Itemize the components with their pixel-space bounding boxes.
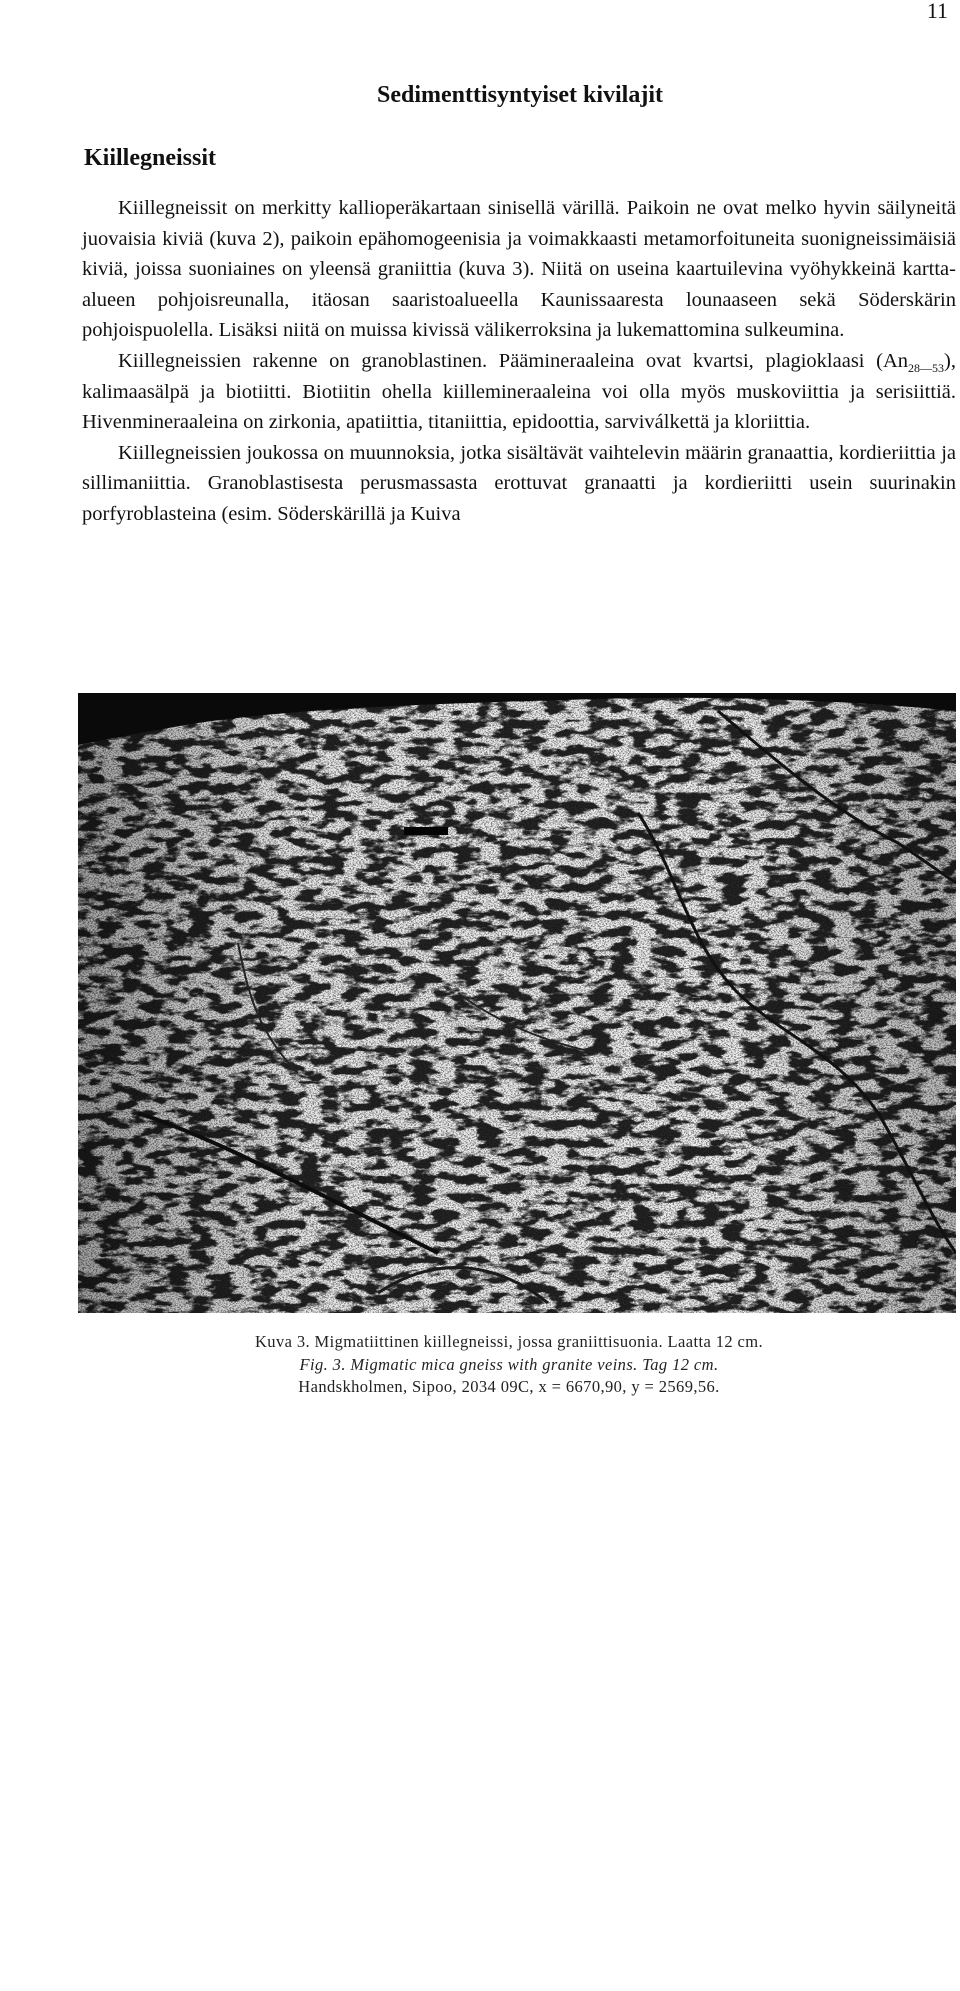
paragraph-2-part-2: ), kalimaasälpä ja biotiitti. Biotiitin ohella kiillemineraaleina voi olla myös muskoviittia ja serisiittiä. Hivenmineraaleina on zirkonia, apatiittia, titaniittia, epidoottia, sarviválkettä ja kloriittia. (82, 349, 956, 434)
caption-english: Fig. 3. Migmatic mica gneiss with granite veins. Tag 12 cm. (299, 1354, 719, 1374)
outcrop-photo (78, 693, 956, 1313)
outcrop-photo-image (78, 693, 956, 1313)
section-heading: Kiillegneissit (84, 145, 216, 171)
page-number: 11 (926, 0, 948, 23)
anorthite-subscript: 28—53 (908, 361, 945, 376)
paragraph-1: Kiillegneissit on merkitty kallioperäkartaan sinisellä värillä. Paikoin ne ovat melko hyvin säilyneitä juovaisia kiviä (kuva 2), paikoin epähomogeenisia ja voimakkaasti metamorfoituneita suonigneissimäisiä kiviä, joissa suoniaines on yleensä graniittia (kuva 3). Niitä on useina kaartuilevina vyöhykkeinä kartta-alueen pohjoisreunalla, itäosan saaristoalueella Kaunissaaresta lounaaseen sekä Söderskärin pohjoispuolella. Lisäksi niitä on muissa kivissä välikerroksina ja lukemattomina sulkeumina. (82, 197, 956, 342)
body-text (82, 193, 956, 530)
caption-finnish: Kuva 3. Migmatiittinen kiillegneissi, jossa graniittisuonia. Laatta 12 cm. (254, 1332, 764, 1351)
paragraph-2 (82, 346, 956, 438)
paragraph-3: Kiillegneissien joukossa on muunnoksia, jotka sisältävät vaihtelevin määrin granaattia, kordieriittia ja sillimaniittia. Granoblastisesta perusmassasta erottuvat granaatti ja kordieriitti usein suurinakin porfyroblasteina (esim. Söderskärillä ja Kuiva (82, 441, 956, 525)
figure-caption (0, 1331, 960, 1399)
chapter-title: Sedimenttisyntyiset kivilajit (377, 82, 663, 108)
caption-location: Handskholmen, Sipoo, 2034 09C, x = 6670,90, y = 2569,56. (298, 1377, 720, 1396)
paragraph-2-part-1: Kiillegneissien rakenne on granoblastinen. Päämineraaleina ovat kvartsi, plagioklaasi (An (118, 349, 909, 372)
